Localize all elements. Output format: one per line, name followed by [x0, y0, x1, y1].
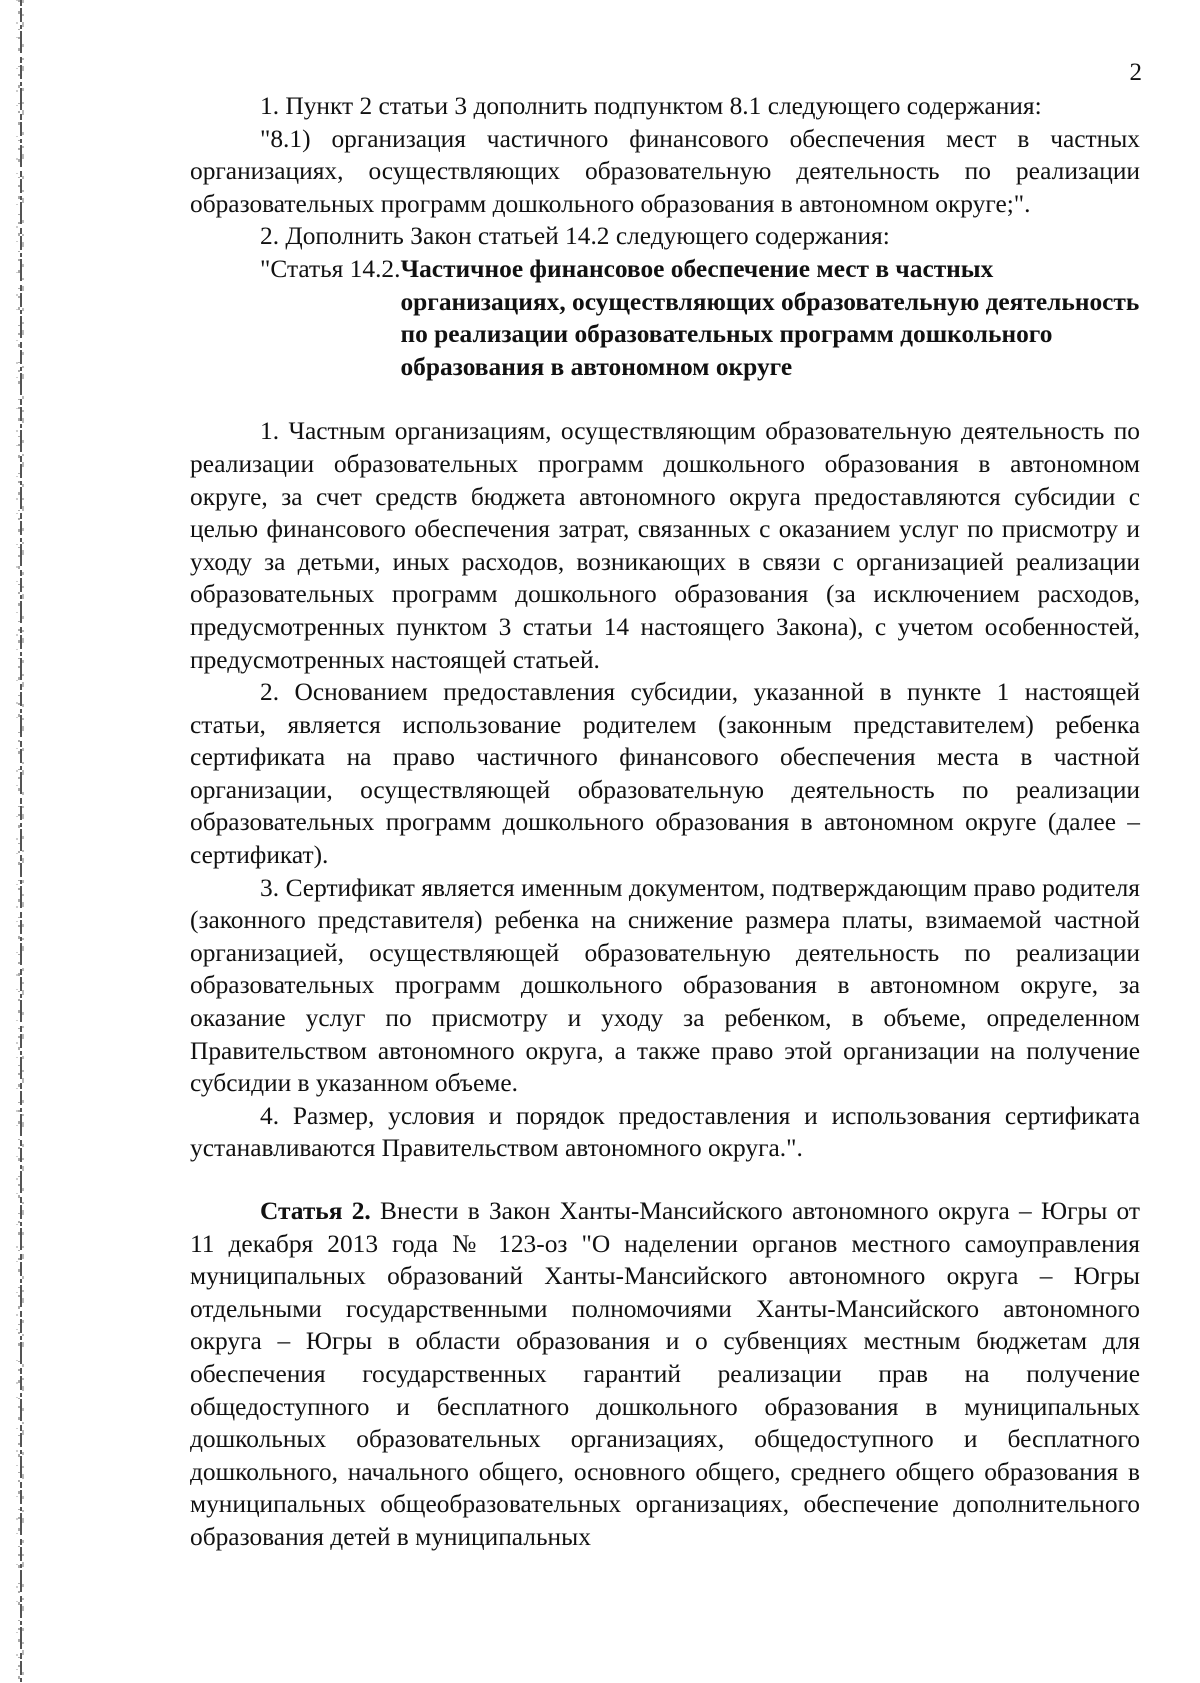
article-14-2-heading: [190, 253, 1140, 383]
paragraph-item-1-intro: 1. Пункт 2 статьи 3 дополнить подпунктом 8.1 следующего содержания:: [260, 92, 1042, 120]
paragraph-subitem-8-1: "8.1) организация частичного финансового обеспечения мест в частных организациях, осуществляющих образовательную деятельность по реализации образовательных программ дошкольного образования в автономном округе;".: [190, 124, 1140, 218]
article-2-text: Внести в Закон Ханты-Мансийского автономного округа – Югры от 11 декабря 2013 года № 123-оз "О наделении органов местного самоуправления муниципальных образований Ханты-Мансийского автономного округа – Югры отдельными государственными полномочиями Ханты-Мансийского автономного округа – Югры в области образования и о субвенциях местным бюджетам для обеспечения государственных гарантий реализации прав на получение общедоступного и бесплатного дошкольного образования в муниципальных дошкольных образовательных организациях, общедоступного и бесплатного дошкольного, начального общего, основного общего, среднего общего образования в муниципальных общеобразовательных организациях, обеспечение дополнительного образования детей в муниципальных: [190, 1197, 1140, 1551]
article-14-2-item-3: 3. Сертификат является именным документом, подтверждающим право родителя (законного представителя) ребенка на снижение размера платы, взимаемой частной организацией, осуществляющей образовательную деятельность по реализации образовательных программ дошкольного образования в автономном округе, за оказание услуг по присмотру и уходу за ребенком, в объеме, определенном Правительством автономного округа, а также право этой организации на получение субсидии в указанном объеме.: [190, 873, 1140, 1098]
document-body: [190, 90, 1140, 1554]
article-14-2-item-2: 2. Основанием предоставления субсидии, указанной в пункте 1 настоящей статьи, является использование родителем (законным представителем) ребенка сертификата на право частичного финансового обеспечения места в частной организации, осуществляющей образовательную деятельность по реализации образовательных программ дошкольного образования в автономном округе (далее – сертификат).: [190, 678, 1140, 870]
article-14-2-item-4: 4. Размер, условия и порядок предоставления и использования сертификата устанавливаются Правительством автономного округа.".: [190, 1101, 1140, 1163]
scan-edge-artifact: [0, 0, 40, 1683]
article-14-2-number: "Статья 14.2.: [260, 254, 401, 283]
article-2-label: Статья 2.: [260, 1197, 371, 1225]
article-14-2-title: Частичное финансовое обеспечение мест в частных организациях, осуществляющих образовательную деятельность по реализации образовательных программ дошкольного образования в автономном округе: [400, 254, 1140, 381]
paragraph-item-2-intro: 2. Дополнить Закон статьей 14.2 следующего содержания:: [260, 222, 890, 251]
page-number: 2: [1129, 59, 1142, 86]
scan-edge-texture: [0, 0, 40, 1683]
article-14-2-item-1: 1. Частным организациям, осуществляющим образовательную деятельность по реализации образовательных программ дошкольного образования в автономном округе, за счет средств бюджета автономного округа предоставляются субсидии с целью финансового обеспечения затрат, связанных с оказанием услуг по присмотру и уходу за детьми, иных расходов, возникающих в связи с организацией реализации образовательных программ дошкольного образования (за исключением расходов, предусмотренных пунктом 3 статьи 14 настоящего Закона), с учетом особенностей, предусмотренных настоящей статьей.: [190, 417, 1140, 674]
article-2-paragraph: [190, 1195, 1140, 1554]
